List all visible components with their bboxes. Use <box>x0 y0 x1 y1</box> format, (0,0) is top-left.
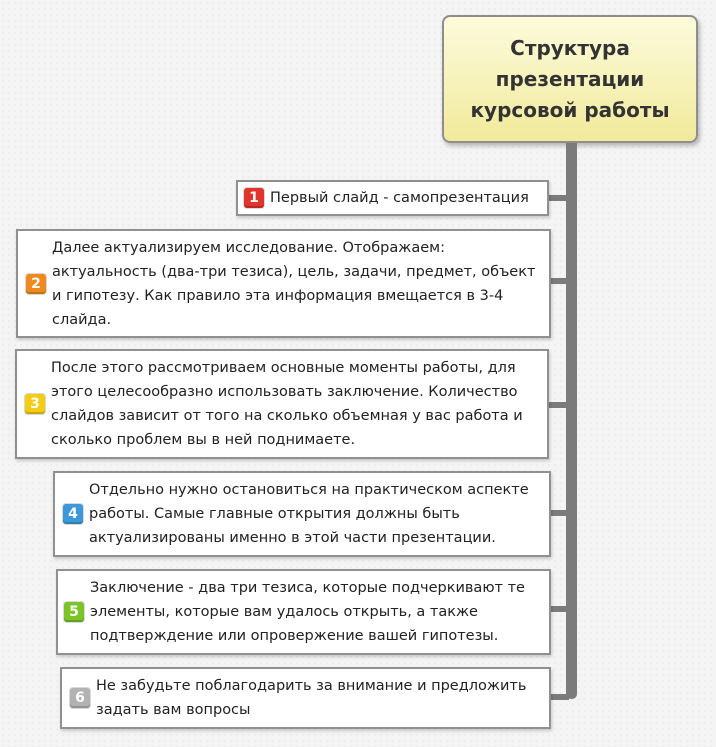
subtopic-2[interactable] <box>16 229 551 338</box>
priority-1-icon: 1 <box>244 188 264 208</box>
root-topic[interactable] <box>442 15 698 143</box>
connector-branch-6 <box>550 694 569 700</box>
priority-2-icon: 2 <box>26 274 46 294</box>
connector-branch-3 <box>548 402 569 408</box>
subtopic-6[interactable] <box>60 667 551 729</box>
root-title: Структура презентации курсовой работы <box>470 35 670 122</box>
priority-3-icon: 3 <box>25 394 45 414</box>
priority-5-icon: 5 <box>64 602 84 622</box>
subtopic-1[interactable] <box>236 180 549 216</box>
connector-branch-2 <box>550 278 569 284</box>
priority-4-icon: 4 <box>63 504 83 524</box>
subtopic-2-text: Далее актуализируем исследование. Отображаем: актуальность (два-три тезиса), цель, задачи, предмет, объект и гипотезу. Как правило эта информация вмещается в 3-4 слайда. <box>52 239 536 328</box>
subtopic-5[interactable] <box>56 569 551 655</box>
subtopic-5-text: Заключение - два три тезиса, которые подчеркивают те элементы, которые вам удалось открыть, а также подтверждение или опровержение вашей гипотезы. <box>90 580 525 644</box>
subtopic-1-text: Первый слайд - самопрезентация <box>270 190 529 206</box>
subtopic-3-text: После этого рассмотриваем основные моменты работы, для этого целесообразно использовать заключение. Количество слайдов зависит от того на сколько объемная у вас работа и сколько проблем вы в ней поднимаете. <box>51 360 523 448</box>
connector-branch-5 <box>550 606 569 612</box>
subtopic-6-text: Не забудьте поблагодарить за внимание и предложить задать вам вопросы <box>96 678 527 718</box>
subtopic-4[interactable] <box>53 471 551 557</box>
connector-trunk <box>566 143 577 699</box>
priority-6-icon: 6 <box>70 688 90 708</box>
subtopic-4-text: Отдельно нужно остановиться на практическом аспекте работы. Самые главные открытия должны быть актуализированы именно в этой части презентации. <box>89 482 529 546</box>
connector-branch-4 <box>550 510 569 516</box>
subtopic-3[interactable] <box>15 349 549 459</box>
connector-branch-1 <box>547 195 569 201</box>
